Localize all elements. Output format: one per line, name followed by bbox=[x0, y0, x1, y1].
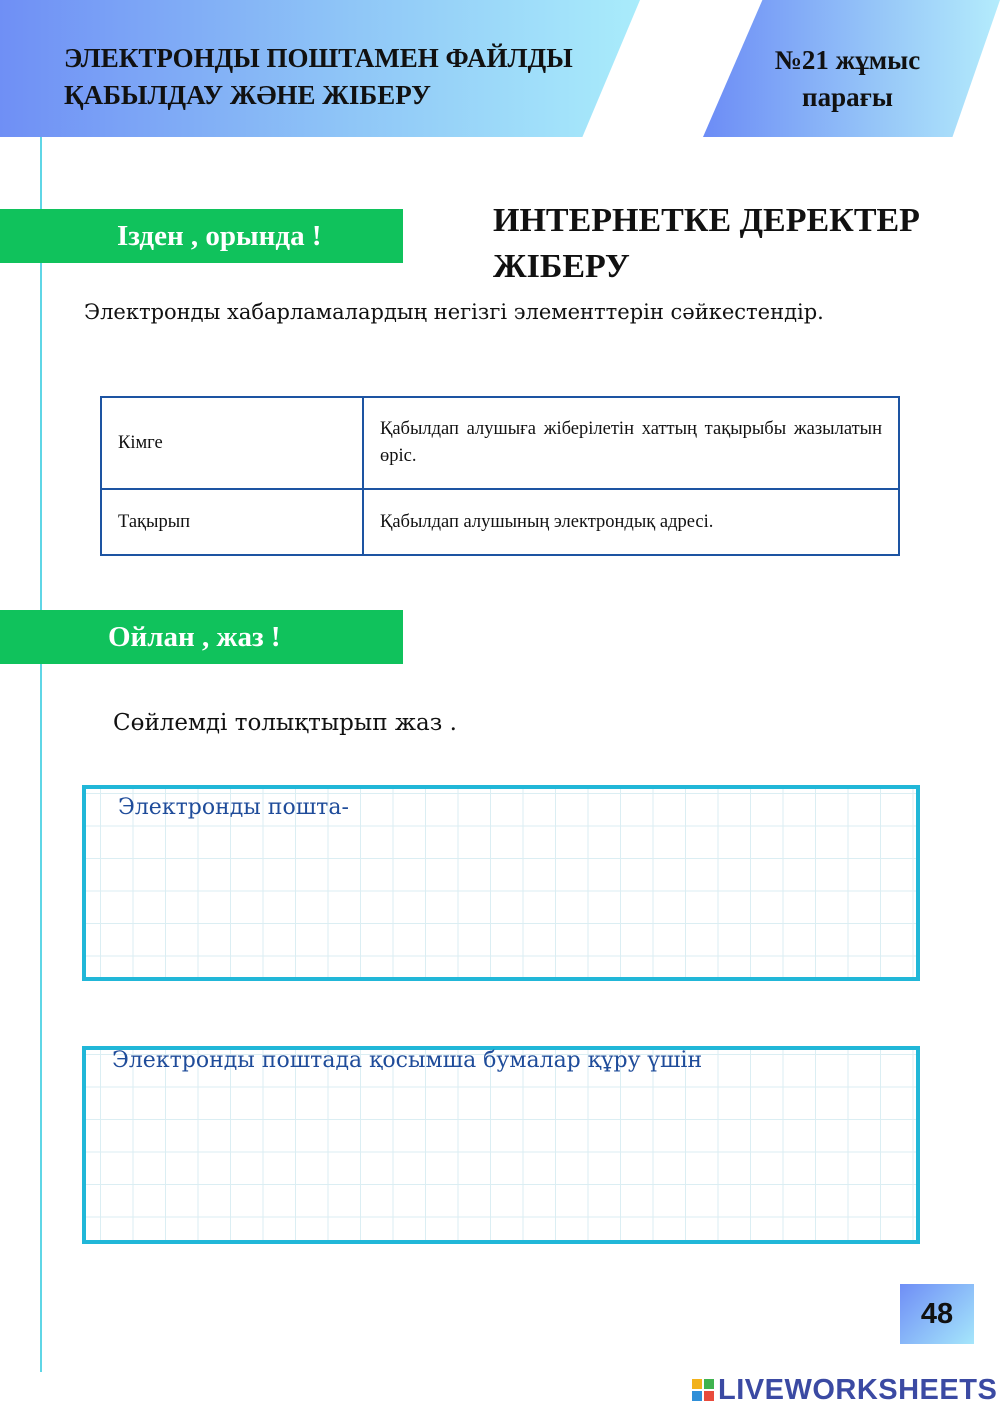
task-instruction: Сөйлемді толықтырып жаз . bbox=[113, 710, 457, 736]
term-cell[interactable]: Кімге bbox=[101, 397, 363, 489]
term-cell[interactable]: Тақырып bbox=[101, 489, 363, 555]
think-write-label bbox=[0, 610, 403, 664]
page-number bbox=[900, 1284, 974, 1344]
liveworksheets-logo bbox=[692, 1374, 997, 1406]
table-row bbox=[101, 489, 899, 555]
definition-cell[interactable]: Қабылдап алушының электрондық адресі. bbox=[363, 489, 899, 555]
search-do-label bbox=[0, 209, 403, 263]
think-write-label-text: Ойлан , жаз ! bbox=[108, 620, 281, 653]
answer-input-folders[interactable] bbox=[112, 1044, 892, 1076]
answer-box-2 bbox=[82, 1046, 920, 1244]
worksheet-number: №21 жұмыс парағы bbox=[774, 45, 921, 112]
matching-instruction: Электронды хабарламалардың негізгі элементтерін сәйкестендір. bbox=[84, 300, 824, 324]
logo-square bbox=[704, 1391, 714, 1401]
matching-table bbox=[100, 396, 900, 556]
logo-text: LIVEWORKSHEETS bbox=[718, 1373, 998, 1406]
section-title: ИНТЕРНЕТКЕ ДЕРЕКТЕР ЖІБЕРУ bbox=[493, 202, 920, 285]
logo-square bbox=[704, 1379, 714, 1389]
definition-cell[interactable]: Қабылдап алушыға жіберілетін хаттың тақырыбы жазылатын өріс. bbox=[363, 397, 899, 489]
logo-mark-icon bbox=[692, 1379, 714, 1401]
margin-line bbox=[40, 0, 42, 1372]
logo-square bbox=[692, 1391, 702, 1401]
answer-input-email[interactable] bbox=[118, 791, 898, 823]
table-row bbox=[101, 397, 899, 489]
logo-square bbox=[692, 1379, 702, 1389]
page-number-text: 48 bbox=[920, 1297, 954, 1330]
worksheet-title: ЭЛЕКТРОНДЫ ПОШТАМЕН ФАЙЛДЫ ҚАБЫЛДАУ ЖӘНЕ ЖІБЕРУ bbox=[64, 43, 573, 110]
answer-box-1 bbox=[82, 785, 920, 981]
search-do-label-text: Ізден , орында ! bbox=[117, 219, 322, 252]
